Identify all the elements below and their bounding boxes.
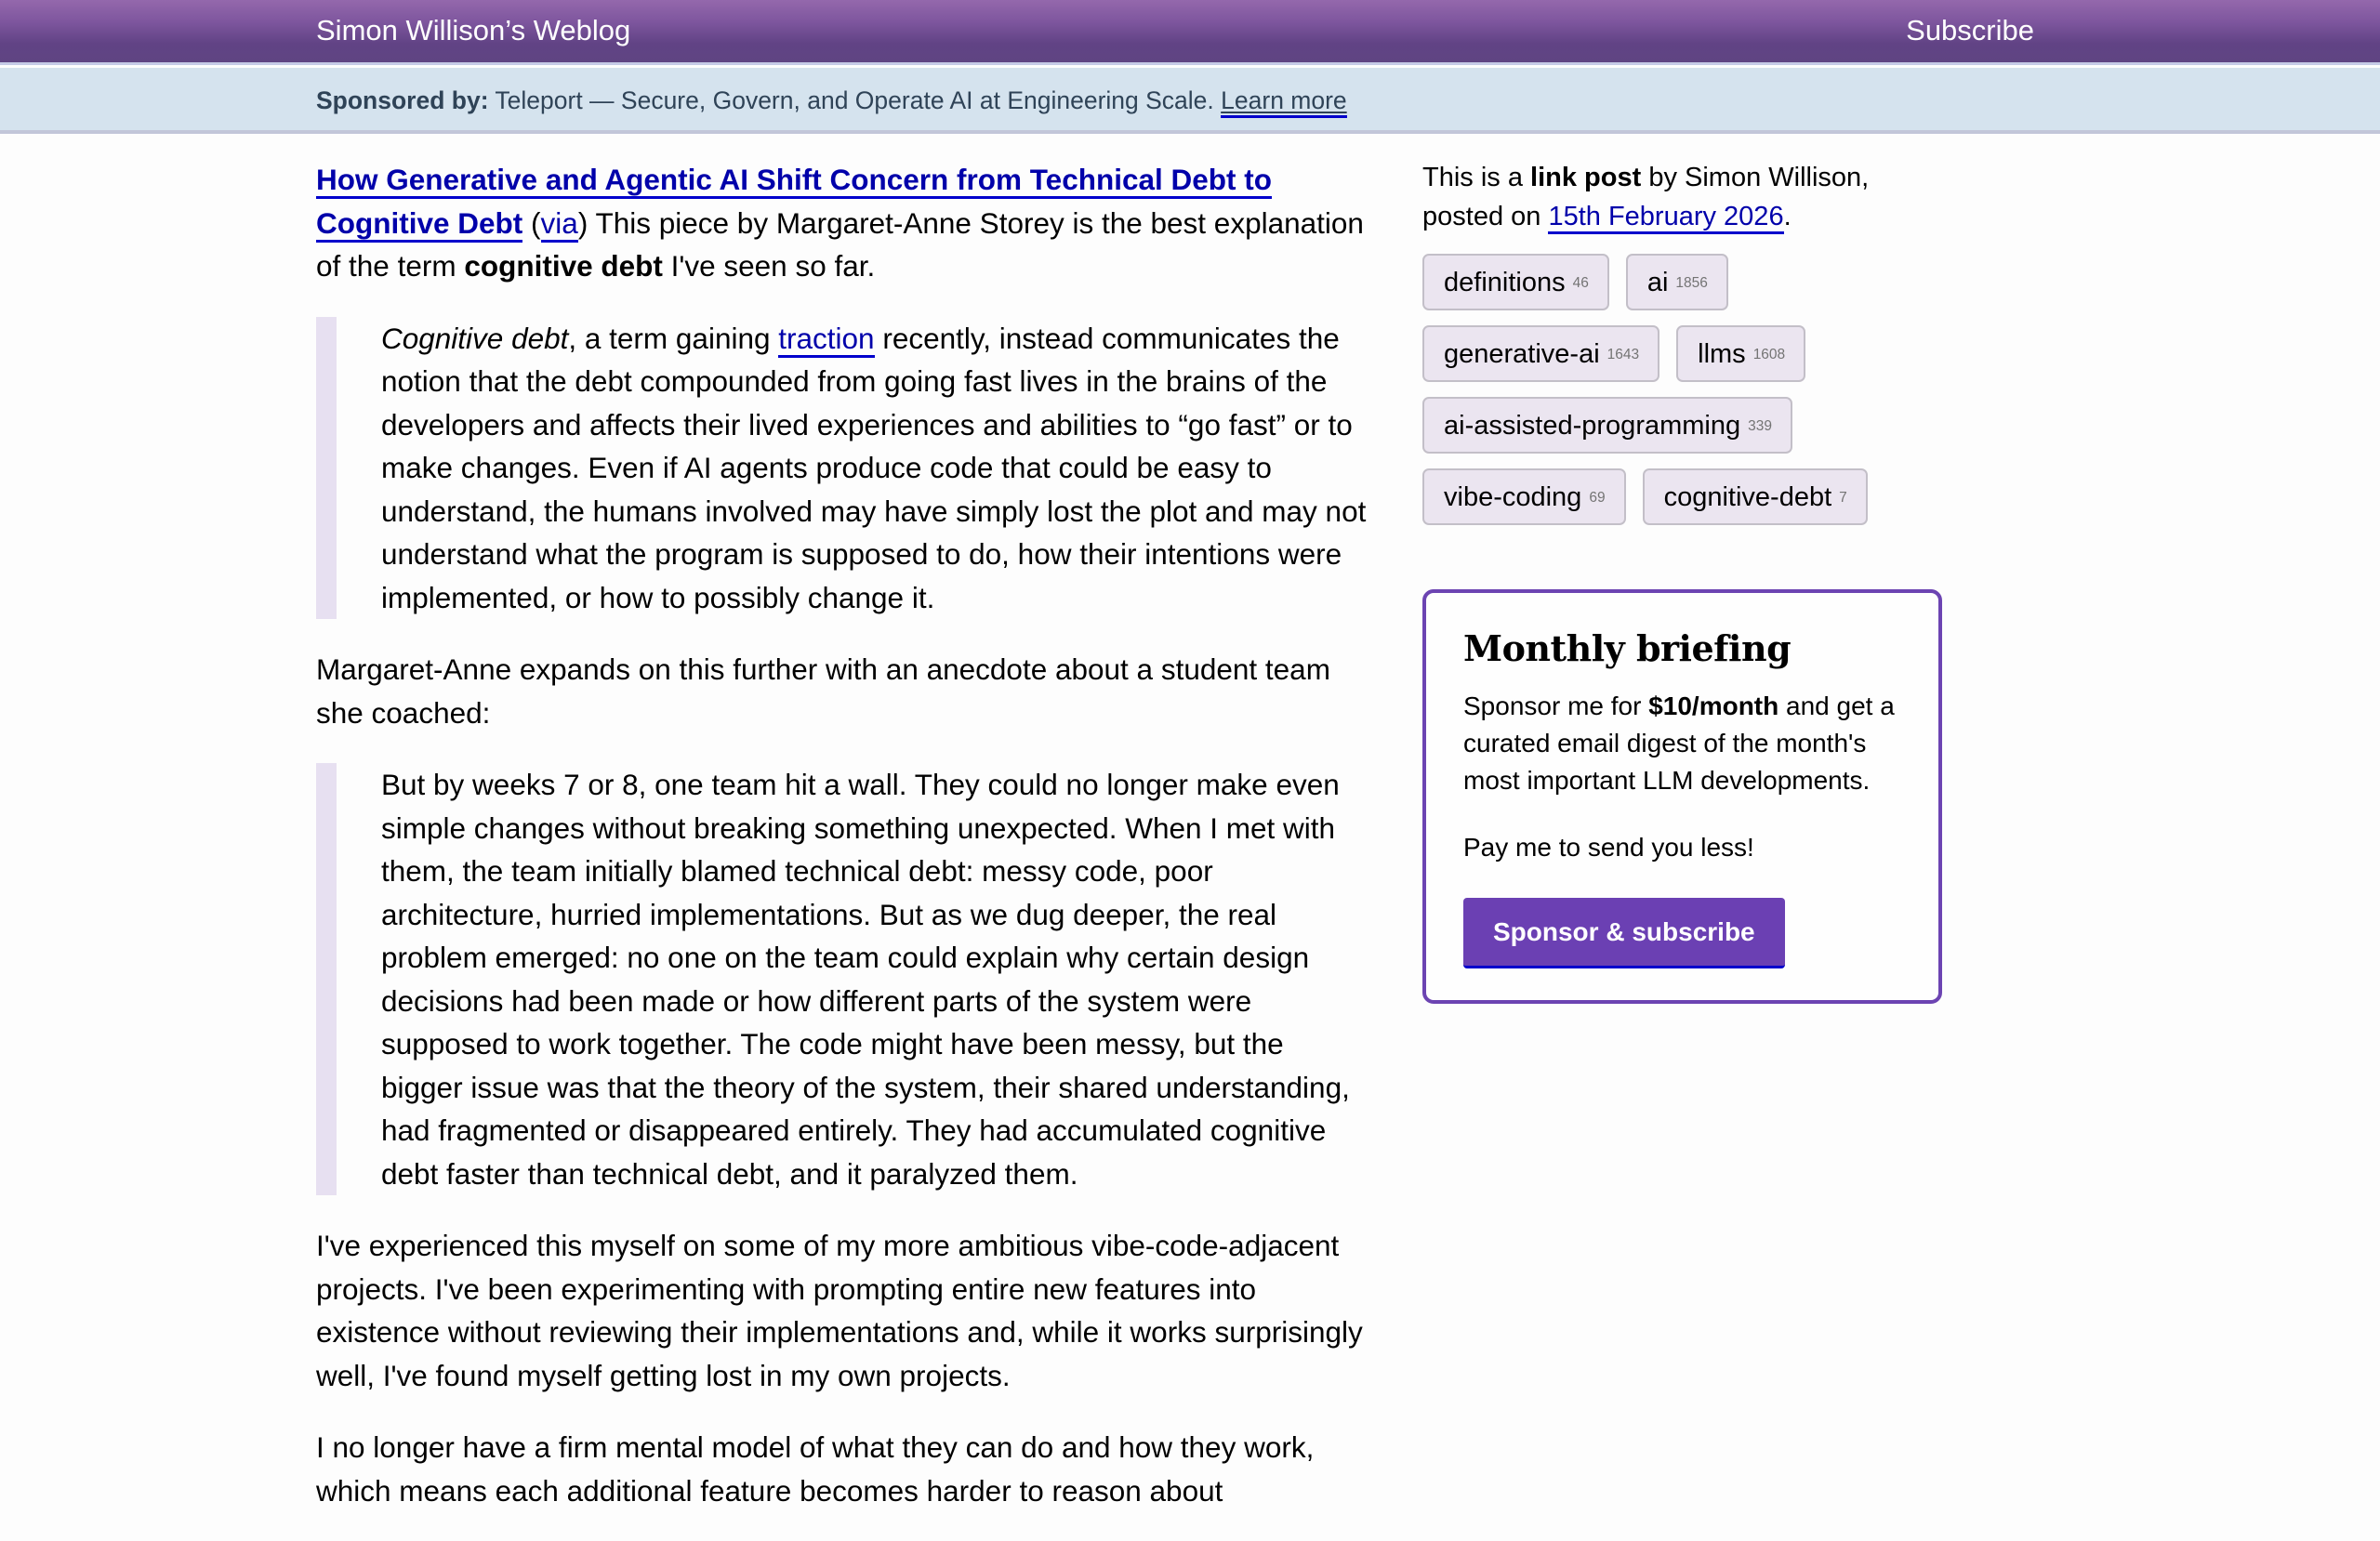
quote-text: , a term gaining (568, 321, 779, 355)
briefing-title: Monthly briefing (1463, 627, 1792, 669)
tag-ai-assisted-programming[interactable] (1422, 397, 1792, 454)
tag-cognitive-debt[interactable] (1643, 468, 1868, 525)
tag-name: vibe-coding (1444, 481, 1582, 512)
briefing-tagline: Pay me to send you less! (1463, 833, 1754, 862)
tag-count: 1856 (1675, 274, 1708, 291)
tag-name: ai-assisted-programming (1444, 410, 1741, 441)
tag-name: ai (1646, 267, 1669, 297)
briefing-text-end: and get a curated email digest of the month's most important LLM developments. (1463, 691, 1895, 795)
meta-prefix: This is a (1422, 163, 1531, 192)
via-close: ) (577, 205, 588, 240)
briefing-price: $10/month (1648, 691, 1779, 720)
traction-link[interactable]: traction (778, 322, 874, 358)
tag-count: 1608 (1752, 346, 1786, 362)
subscribe-link[interactable]: Subscribe (1906, 14, 2034, 46)
tag-name: cognitive-debt (1663, 481, 1832, 512)
meta-end: . (1783, 202, 1792, 231)
via-open: ( (531, 205, 541, 240)
quote-emphasis: Cognitive debt (381, 321, 569, 355)
intro-bold-term: cognitive debt (464, 249, 663, 283)
tag-definitions[interactable] (1422, 254, 1609, 310)
sponsor-label: Sponsored by: (316, 86, 489, 114)
intro-text-end: I've seen so far. (662, 249, 876, 283)
tag-name: generative-ai (1444, 338, 1600, 369)
sponsor-message: Teleport — Secure, Govern, and Operate AI at Engineering Scale. (495, 86, 1214, 114)
post-intro (316, 158, 1367, 288)
blockquote-anecdote (316, 763, 1367, 1195)
post-title-link[interactable]: How Generative and Agentic AI Shift Concern from Technical Debt to Cognitive Debt (316, 163, 1272, 243)
post-meta (1422, 158, 1943, 236)
site-title-link[interactable]: Simon Willison’s Weblog (316, 14, 631, 46)
tag-generative-ai[interactable] (1422, 325, 1659, 382)
tag-llms[interactable] (1676, 325, 1805, 382)
sponsor-text (316, 85, 1347, 116)
tag-list (1422, 254, 1943, 525)
sponsor-subscribe-button[interactable]: Sponsor & subscribe (1463, 898, 1785, 968)
tag-count: 7 (1839, 489, 1847, 506)
monthly-briefing-box (1422, 589, 1942, 1004)
blockquote-definition (316, 317, 1367, 620)
learn-more-link[interactable]: Learn more (1221, 86, 1347, 118)
tag-count: 1643 (1606, 346, 1640, 362)
tag-name: definitions (1444, 267, 1566, 297)
meta-post-type: link post (1530, 163, 1642, 192)
quote-text-rest: recently, instead communicates the notion that the debt compounded from going fast lives in the brains of the developers and affects their lived experiences and abilities to “go fast” or to make changes. Even if AI agents produce code that could be easy to understand, the humans involved may have simply lost the plot and may not understand what the program is supposed to do, how their intentions were implemented, or how to possibly change it. (381, 321, 1367, 614)
site-header (0, 0, 2380, 65)
quote-paragraph-anecdote: But by weeks 7 or 8, one team hit a wall. They could no longer make even simple changes without breaking something unexpected. When I met with them, the team initially blamed technical debt: messy code, poor architecture, hurried implementations. But as we dug deeper, the real problem emerged: no one on the team could explain why certain design decisions had been made or how different parts of the system were supposed to work together. The code might have been messy, but the bigger issue was that the theory of the system, their shared understanding, had fragmented or disappeared entirely. They had accumulated cognitive debt faster than technical debt, and it paralyzed them. (381, 768, 1350, 1191)
briefing-text-start: Sponsor me for (1463, 691, 1649, 720)
via-link[interactable]: via (541, 206, 578, 243)
tag-ai[interactable] (1626, 254, 1728, 310)
intro-text: This piece by Margaret-Anne Storey is the best explanation of the term (316, 205, 1364, 283)
tag-count: 69 (1589, 489, 1606, 506)
briefing-description (1463, 688, 1901, 799)
paragraph-mental-model: I no longer have a firm mental model of what they can do and how they work, which means each additional feature becomes harder to reason about (316, 1430, 1315, 1508)
tag-name: llms (1698, 338, 1746, 369)
post-date-link[interactable]: 15th February 2026 (1548, 202, 1783, 234)
quote-paragraph (381, 317, 1367, 620)
tag-count: 339 (1748, 417, 1772, 434)
post-content (316, 158, 1367, 1541)
paragraph-experience: I've experienced this myself on some of my more ambitious vibe-code-adjacent projects. I've been experimenting with prompting entire new features into existence without reviewing their implementations and, while it works surprisingly well, I've found myself getting lost in my own projects. (316, 1229, 1363, 1392)
sidebar (1422, 158, 1943, 525)
meta-author: by Simon Willison, posted on (1422, 163, 1870, 231)
paragraph-anecdote-intro: Margaret-Anne expands on this further with an anecdote about a student team she coached: (316, 652, 1330, 730)
sponsor-banner (0, 68, 2380, 134)
tag-vibe-coding[interactable] (1422, 468, 1626, 525)
tag-count: 46 (1572, 274, 1589, 291)
